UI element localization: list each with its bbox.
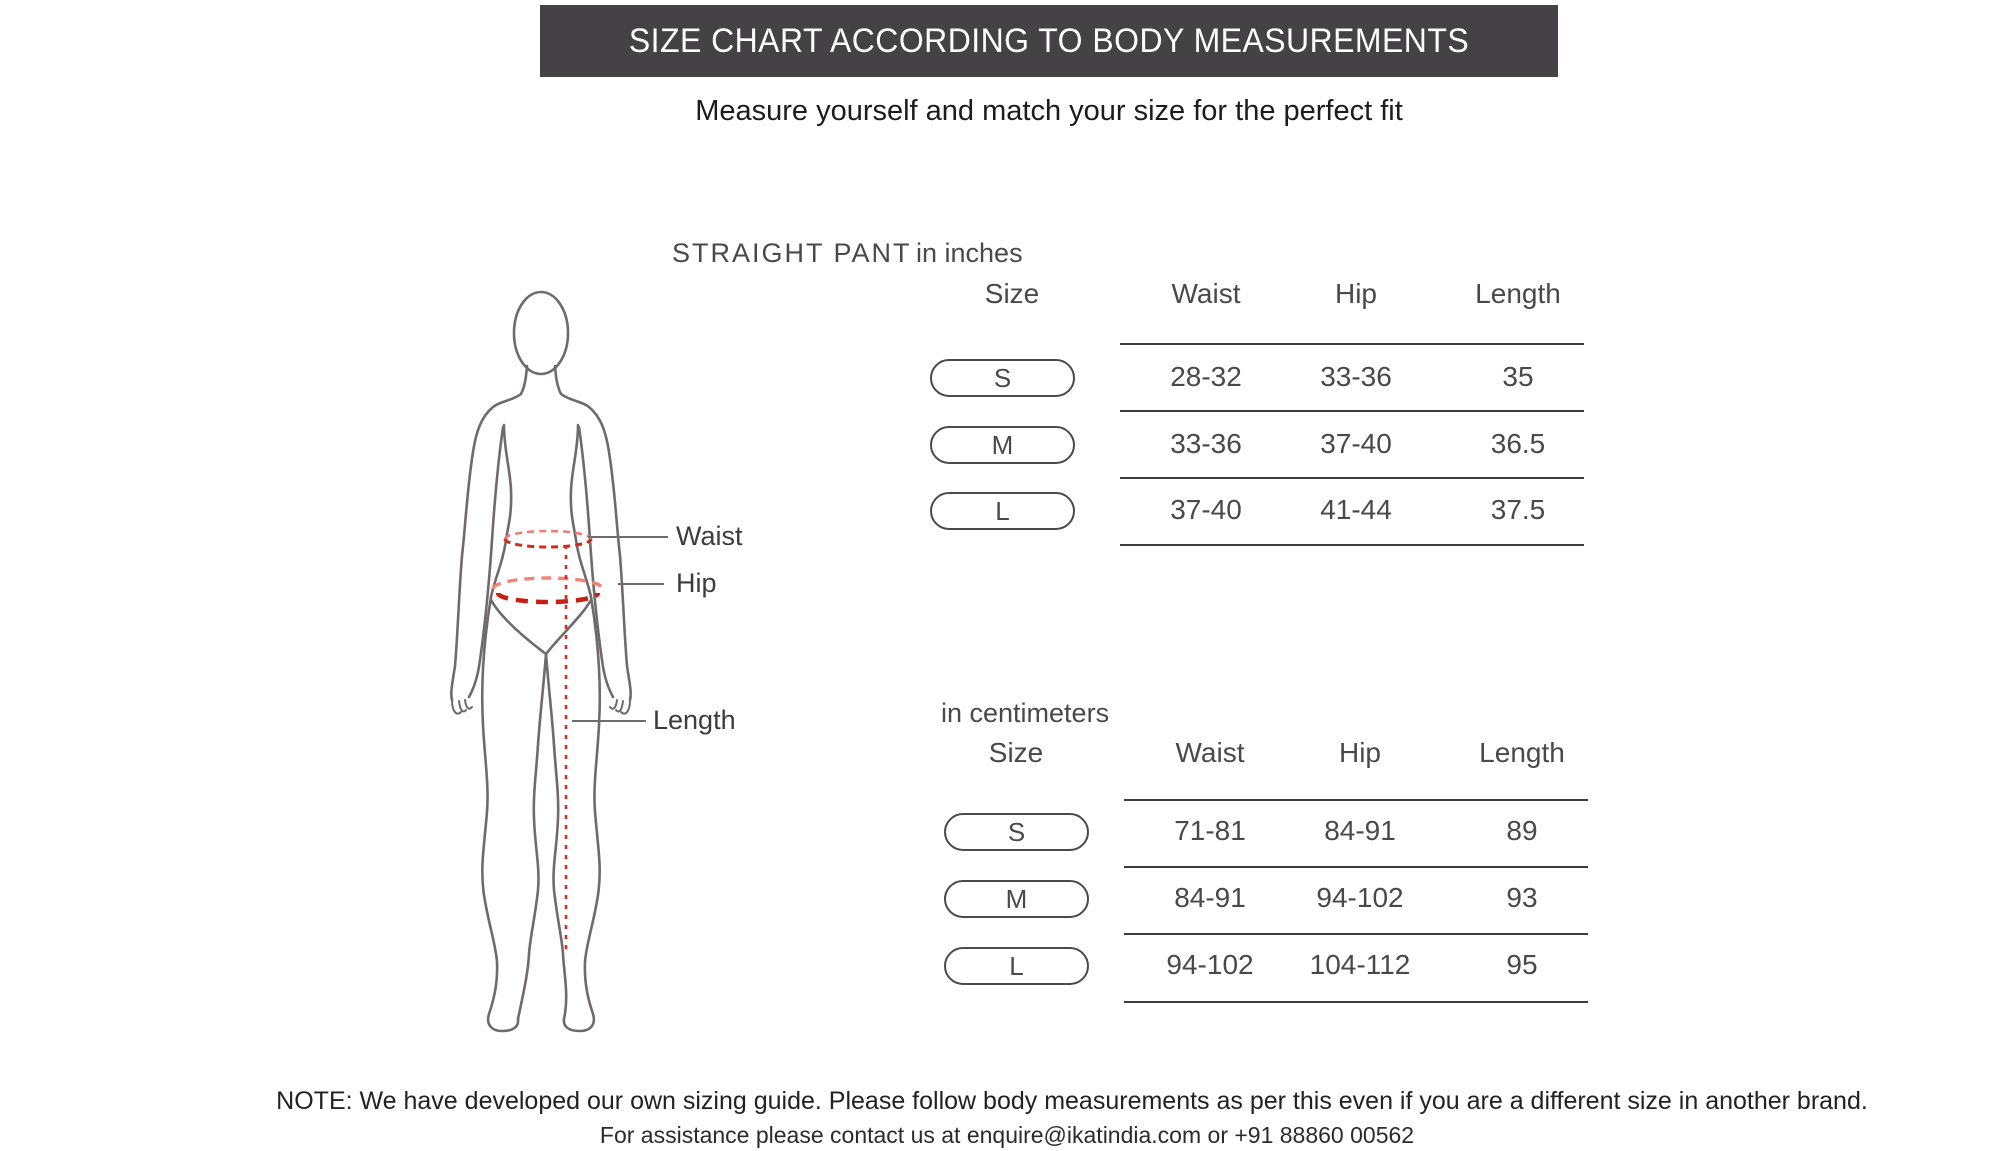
- table-cell: 104-112: [1309, 949, 1411, 980]
- table-cell: 33-36: [1320, 361, 1392, 392]
- body-figure: [440, 280, 650, 1040]
- waist-marker: [505, 539, 591, 547]
- inches-rule: [1120, 544, 1584, 546]
- hip-leader-line: [618, 583, 664, 585]
- size-badge-label: L: [1009, 950, 1024, 981]
- table-cell: 35: [1502, 361, 1534, 392]
- cm-header-size: Size: [988, 737, 1044, 768]
- cm-rule: [1124, 799, 1588, 801]
- table-cell: 37-40: [1320, 428, 1392, 459]
- sizing-note: NOTE: We have developed our own sizing guide. Please follow body measurements as per this even if you are a different size in another brand.: [276, 1087, 1868, 1115]
- subtitle: Measure yourself and match your size for the perfect fit: [695, 95, 1403, 127]
- cm-rule: [1124, 933, 1588, 935]
- table-cell: 89: [1506, 815, 1538, 846]
- size-badge-l: [944, 947, 1089, 985]
- inches-rule: [1120, 477, 1584, 479]
- product-name: STRAIGHT PANT: [672, 238, 912, 268]
- waist-figure-label: Waist: [676, 521, 743, 551]
- table-cell: 37.5: [1490, 494, 1546, 525]
- size-badge-label: S: [993, 362, 1012, 393]
- length-figure-label: Length: [653, 705, 736, 735]
- table-cell: 28-32: [1170, 361, 1242, 392]
- table-cell: 93: [1506, 882, 1538, 913]
- inches-header-size: Size: [984, 278, 1040, 309]
- size-badge-l: [930, 492, 1075, 530]
- waist-marker: [505, 531, 591, 539]
- inches-header-waist: Waist: [1171, 278, 1241, 309]
- table-cell: 37-40: [1170, 494, 1242, 525]
- size-badge-label: M: [991, 429, 1014, 460]
- inches-rule: [1120, 343, 1584, 345]
- inches-header-length: Length: [1475, 278, 1561, 309]
- unit-label-centimeters: in centimeters: [941, 698, 1110, 728]
- size-badge-label: S: [1007, 816, 1026, 847]
- cm-header-length: Length: [1479, 737, 1565, 768]
- inches-rule: [1120, 410, 1584, 412]
- size-badge-label: M: [1005, 883, 1028, 914]
- table-cell: 36.5: [1490, 428, 1546, 459]
- table-cell: 33-36: [1170, 428, 1242, 459]
- table-cell: 84-91: [1324, 815, 1396, 846]
- waist-leader-line: [588, 536, 668, 538]
- body-outline: [451, 292, 630, 1031]
- table-cell: 84-91: [1174, 882, 1246, 913]
- size-badge-label: L: [995, 495, 1010, 526]
- table-cell: 95: [1506, 949, 1538, 980]
- page-title: SIZE CHART ACCORDING TO BODY MEASUREMENTS: [628, 21, 1470, 60]
- length-leader-line: [572, 720, 646, 722]
- size-badge-s: [930, 359, 1075, 397]
- table-cell: 94-102: [1316, 882, 1404, 913]
- cm-header-waist: Waist: [1175, 737, 1245, 768]
- hip-marker: [498, 593, 598, 602]
- banner: [540, 5, 1558, 77]
- contact-info: For assistance please contact us at enquire@ikatindia.com or +91 88860 00562: [599, 1122, 1415, 1148]
- cm-rule: [1124, 866, 1588, 868]
- table-cell: 41-44: [1320, 494, 1392, 525]
- cm-header-hip: Hip: [1338, 737, 1381, 768]
- hip-figure-label: Hip: [676, 568, 717, 598]
- cm-rule: [1124, 1001, 1588, 1003]
- size-badge-s: [944, 813, 1089, 851]
- size-badge-m: [944, 880, 1089, 918]
- unit-label-inches: in inches: [916, 238, 1023, 268]
- table-cell: 71-81: [1174, 815, 1246, 846]
- size-badge-m: [930, 426, 1075, 464]
- inches-header-hip: Hip: [1334, 278, 1377, 309]
- table-cell: 94-102: [1166, 949, 1254, 980]
